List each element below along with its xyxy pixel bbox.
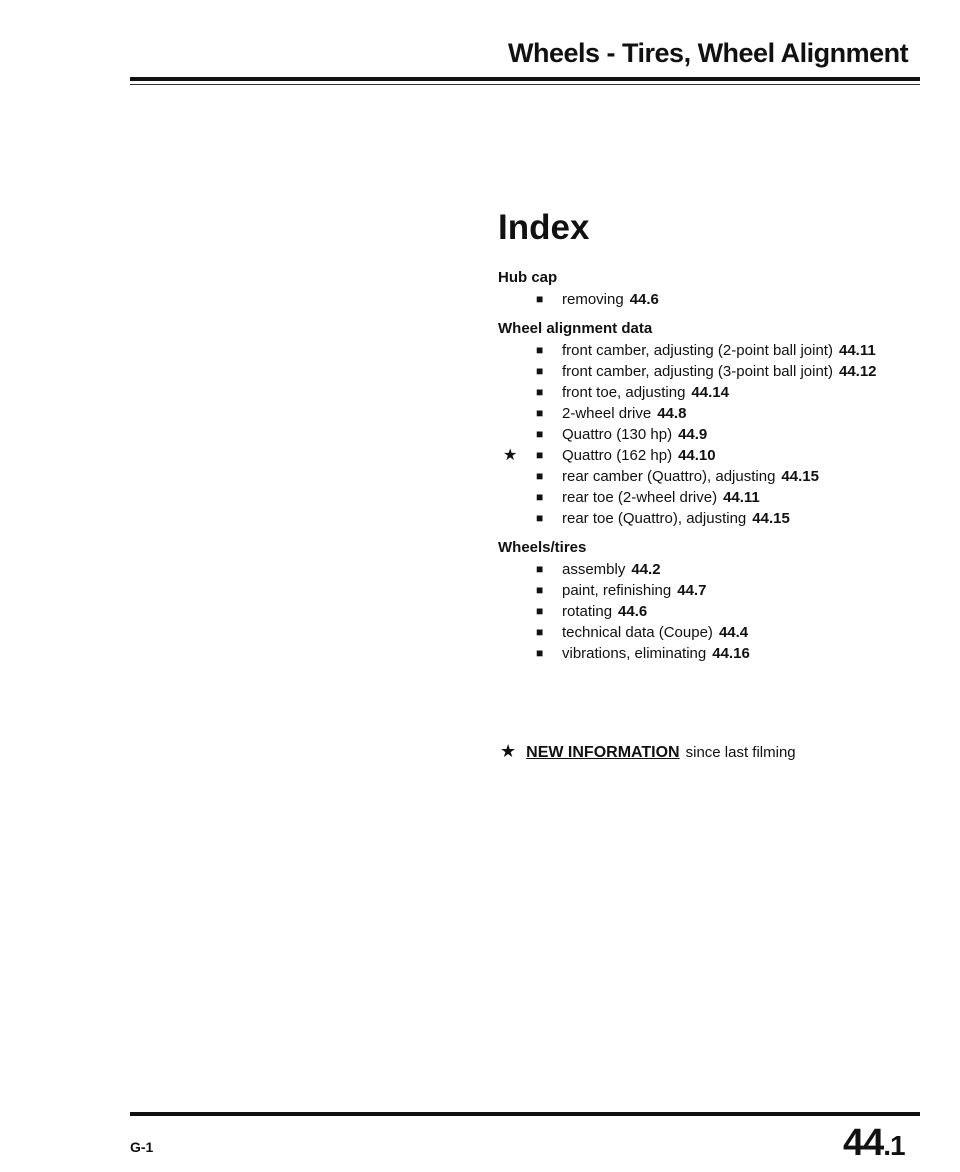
header-rule [130, 77, 920, 81]
section-heading: Wheels/tires [498, 539, 587, 556]
index-sections [498, 268, 938, 663]
note-text: since last filming [685, 744, 796, 761]
entry-text: paint, refinishing [562, 582, 672, 599]
entry-text: 2-wheel drive [562, 405, 652, 422]
entry-page-ref: 44.15 [781, 468, 819, 485]
index-entry [498, 509, 938, 528]
entry-page-ref: 44.14 [691, 384, 729, 401]
square-bullet-icon: ■ [536, 469, 544, 483]
index-entry [498, 467, 938, 486]
entry-page-ref: 44.11 [838, 342, 876, 359]
index-entry [498, 644, 938, 663]
page-header-title: Wheels - Tires, Wheel Alignment [508, 38, 909, 68]
index-section [498, 268, 938, 309]
entry-text: rear toe (Quattro), adjusting [562, 510, 747, 527]
index-entry [498, 488, 938, 507]
entry-text: front camber, adjusting (3-point ball joint) [562, 363, 833, 380]
footer-code: G-1 [130, 1139, 154, 1155]
entry-page-ref: 44.6 [629, 291, 659, 308]
entry-text: Quattro (162 hp) [562, 447, 673, 464]
star-icon: ★ [500, 741, 517, 761]
index-section [498, 319, 938, 528]
entry-list [498, 290, 938, 309]
index-entry [498, 446, 938, 465]
index-entry [498, 602, 938, 621]
footer-page-number [843, 1122, 905, 1165]
page-number-main: 44 [843, 1122, 884, 1164]
entry-text: front camber, adjusting (2-point ball joint) [562, 342, 833, 359]
entry-page-ref: 44.15 [752, 510, 790, 527]
square-bullet-icon: ■ [536, 406, 544, 420]
entry-page-ref: 44.10 [678, 447, 716, 464]
section-heading: Hub cap [498, 269, 558, 286]
entry-text: removing [562, 291, 624, 308]
square-bullet-icon: ■ [536, 583, 544, 597]
star-icon: ★ [503, 447, 518, 464]
square-bullet-icon: ■ [536, 604, 544, 618]
entry-text: front toe, adjusting [562, 384, 686, 401]
index-entry [498, 404, 938, 423]
footer-rule [130, 1112, 920, 1116]
entry-page-ref: 44.7 [677, 582, 707, 599]
entry-text: Quattro (130 hp) [562, 426, 673, 443]
entry-text: rear camber (Quattro), adjusting [562, 468, 776, 485]
square-bullet-icon: ■ [536, 385, 544, 399]
entry-page-ref: 44.12 [838, 363, 877, 380]
entry-page-ref: 44.9 [678, 426, 708, 443]
square-bullet-icon: ■ [536, 343, 544, 357]
square-bullet-icon: ■ [536, 292, 544, 306]
entry-page-ref: 44.11 [723, 489, 760, 506]
square-bullet-icon: ■ [536, 448, 544, 462]
index-entry [498, 623, 938, 642]
entry-text: assembly [562, 561, 626, 578]
square-bullet-icon: ■ [536, 562, 544, 576]
square-bullet-icon: ■ [536, 625, 544, 639]
entry-text: technical data (Coupe) [562, 624, 713, 641]
index-content [498, 208, 938, 673]
entry-page-ref: 44.8 [657, 405, 687, 422]
section-heading: Wheel alignment data [498, 320, 653, 337]
header-rule-thin [130, 84, 920, 85]
entry-text: rear toe (2-wheel drive) [562, 489, 718, 506]
index-entry [498, 341, 938, 360]
entry-page-ref: 44.2 [631, 561, 661, 578]
entry-page-ref: 44.16 [712, 645, 750, 662]
index-entry [498, 581, 938, 600]
index-entry [498, 362, 938, 381]
index-entry [498, 560, 938, 579]
square-bullet-icon: ■ [536, 490, 544, 504]
square-bullet-icon: ■ [536, 427, 544, 441]
square-bullet-icon: ■ [536, 646, 544, 660]
note-heading: NEW INFORMATION [526, 744, 680, 761]
square-bullet-icon: ■ [536, 364, 544, 378]
entry-page-ref: 44.4 [718, 624, 749, 641]
new-information-note [500, 741, 796, 762]
index-entry [498, 290, 938, 309]
index-entry [498, 383, 938, 402]
index-section [498, 538, 938, 663]
entry-page-ref: 44.6 [618, 603, 648, 620]
square-bullet-icon: ■ [536, 511, 544, 525]
index-entry [498, 425, 938, 444]
index-title: Index [498, 208, 590, 247]
entry-list [498, 560, 938, 663]
entry-text: vibrations, eliminating [562, 645, 707, 662]
page-number-sub: .1 [883, 1130, 905, 1161]
entry-text: rotating [562, 603, 613, 620]
entry-list [498, 341, 938, 528]
